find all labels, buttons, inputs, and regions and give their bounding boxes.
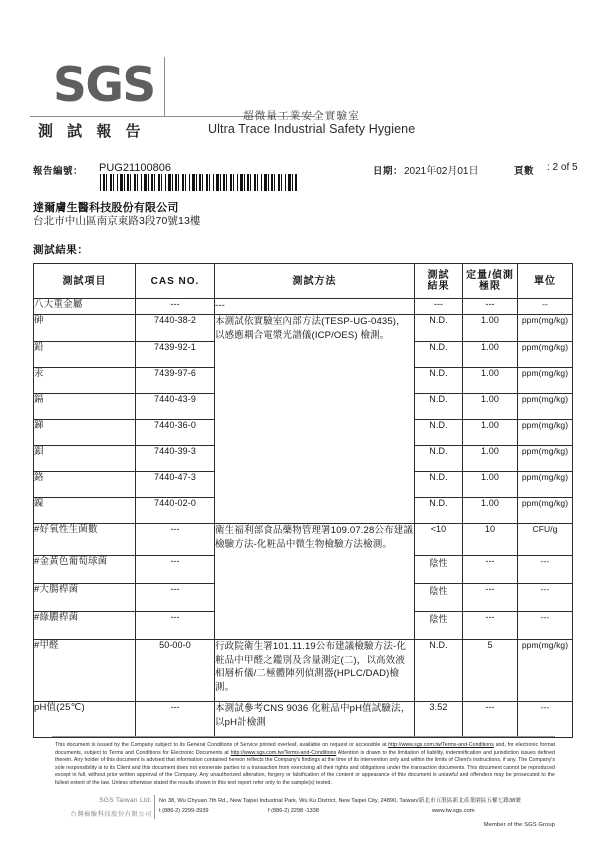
- col-header-method: 測試方法: [215, 264, 415, 299]
- table-row: [34, 640, 573, 702]
- cell-unit: ---: [518, 702, 573, 738]
- barcode: [100, 174, 298, 191]
- cell-test-method: 衛生福利部食品藥物管理署109.07.28公布建議檢驗方法-化粧品中微生物檢驗方法檢測。: [215, 524, 415, 640]
- cell-cas-no: ---: [136, 299, 215, 315]
- page-title: 測 試 報 告: [38, 123, 146, 140]
- cell-test-item: #好氧性生菌數: [34, 524, 136, 556]
- cell-unit: ---: [518, 556, 573, 584]
- disclaimer-part-2: and, for electronic format documents, subject to Terms and Conditions for Electronic Documents at: [55, 742, 555, 756]
- cell-detection-limit: 1.00: [463, 342, 518, 368]
- col-header-result-line1: 測試: [427, 270, 450, 281]
- cell-test-result: 陰性: [415, 584, 463, 612]
- cell-unit: ---: [518, 584, 573, 612]
- cell-test-item: 鎘: [34, 394, 136, 420]
- cell-test-result: N.D.: [415, 315, 463, 342]
- cell-detection-limit: 1.00: [463, 472, 518, 498]
- cell-detection-limit: 1.00: [463, 446, 518, 472]
- footer-address-cn: 新北市五股區新北產業園區五權七路38號: [418, 798, 521, 804]
- table-row: [34, 315, 573, 342]
- report-number-value: PUG21100806: [99, 162, 171, 174]
- cell-cas-no: 7440-47-3: [136, 472, 215, 498]
- cell-detection-limit: 1.00: [463, 394, 518, 420]
- cell-test-item: #綠膿桿菌: [34, 612, 136, 640]
- cell-test-result: N.D.: [415, 446, 463, 472]
- sgs-logo-text: SGS: [53, 58, 155, 113]
- cell-test-result: <10: [415, 524, 463, 556]
- cell-unit: CFU/g: [518, 524, 573, 556]
- cell-unit: ppm(mg/kg): [518, 315, 573, 342]
- footer-address-en: No 38, Wu Chyuan 7th Rd., New Taipei Industrial Park, Wu Ku District, New Taipei City, 24890, Taiwan/: [159, 798, 419, 804]
- col-header-cas: CAS NO.: [136, 264, 215, 299]
- sgs-logo: [53, 60, 165, 112]
- cell-cas-no: 7439-97-6: [136, 368, 215, 394]
- col-header-limit-line2: 極限: [479, 281, 501, 292]
- cell-cas-no: 7440-02-0: [136, 498, 215, 524]
- cell-cas-no: 7440-36-0: [136, 420, 215, 446]
- table-header-row: [34, 264, 573, 299]
- cell-test-item: 鉻: [34, 472, 136, 498]
- cell-test-result: N.D.: [415, 368, 463, 394]
- cell-test-item: 鎳: [34, 498, 136, 524]
- cell-test-item: #大腸桿菌: [34, 584, 136, 612]
- cell-test-method: 行政院衛生署101.11.19公布建議檢驗方法-化粧品中甲醛之鑑別及含量測定(二)，以高效液相層析儀/二極體陣列偵測器(HPLC/DAD)檢測。: [215, 640, 415, 702]
- results-section-label: 測試結果：: [33, 244, 89, 256]
- footer-divider: [52, 736, 555, 737]
- cell-detection-limit: ---: [463, 584, 518, 612]
- disclaimer-part-1: This document is issued by the Company subject to its General Conditions of Service printed overleaf, available on request or accessible at: [55, 742, 389, 748]
- cell-unit: ppm(mg/kg): [518, 640, 573, 702]
- cell-test-result: 陰性: [415, 556, 463, 584]
- footer-member-note: Member of the SGS Group: [483, 822, 555, 828]
- cell-cas-no: ---: [136, 556, 215, 584]
- footer-website[interactable]: www.tw.sgs.com: [432, 808, 475, 814]
- client-name: 達爾膚生醫科技股份有限公司: [33, 202, 179, 214]
- report-header: [0, 0, 605, 150]
- sgs-taiwan-name-cn: 台灣檢驗科技股份有限公司: [70, 811, 152, 818]
- table-row: [34, 524, 573, 556]
- cell-test-item: #金黃色葡萄球菌: [34, 556, 136, 584]
- cell-test-item: 銻: [34, 420, 136, 446]
- col-header-unit: 單位: [518, 264, 573, 299]
- cell-cas-no: ---: [136, 584, 215, 612]
- cell-test-method: 本測試依實驗室內部方法(TESP-UG-0435)，以感應耦合電漿光譜儀(ICP/OES) 檢測。: [215, 315, 415, 524]
- date-value: 2021年02月01日: [404, 166, 479, 177]
- cell-unit: ppm(mg/kg): [518, 446, 573, 472]
- cell-detection-limit: 1.00: [463, 498, 518, 524]
- cell-cas-no: 50-00-0: [136, 640, 215, 702]
- cell-test-result: 3.52: [415, 702, 463, 738]
- legal-disclaimer: [55, 742, 555, 788]
- cell-cas-no: ---: [136, 612, 215, 640]
- table-row: [34, 702, 573, 738]
- cell-test-item: pH值(25℃): [34, 702, 136, 738]
- cell-detection-limit: 1.00: [463, 315, 518, 342]
- cell-detection-limit: 1.00: [463, 420, 518, 446]
- table-row: [34, 299, 573, 315]
- terms-link-1[interactable]: http://www.sgs.com.tw/Terms-and-Conditions: [388, 742, 494, 748]
- cell-unit: ppm(mg/kg): [518, 394, 573, 420]
- cell-cas-no: ---: [136, 702, 215, 738]
- disclaimer-part-3: Attention is drawn to the limitation of liability, indemnification and jurisdiction issues defined therein. Any holder of this document is advised that information contained hereon reflects the Company's findings at the time of its intervention only and within the limits of Client's instructions, if any. The Company's sole responsibility is to its Client and this document does not exonerate parties to a transaction from exercising all their rights and obligations under the transaction documents. This document cannot be reproduced except in full, without prior written approval of the Company. Any unauthorized alteration, forgery or falsification of the content or appearance of this document is unlawful and offenders may be prosecuted to the fullest extent of the law. Unless otherwise stated the results shown in this test report refer only to the sample(s) tested.: [55, 749, 555, 786]
- cell-test-item: 鉛: [34, 342, 136, 368]
- cell-test-result: N.D.: [415, 394, 463, 420]
- footer-vertical-rule: [154, 795, 155, 819]
- cell-test-result: N.D.: [415, 498, 463, 524]
- cell-detection-limit: ---: [463, 702, 518, 738]
- cell-unit: ---: [518, 612, 573, 640]
- terms-link-2[interactable]: http://www.sgs.com.tw/Terms-and-Conditions: [230, 749, 337, 756]
- cell-test-result: N.D.: [415, 640, 463, 702]
- cell-unit: ppm(mg/kg): [518, 498, 573, 524]
- col-header-limit-line1: 定量/偵測: [466, 270, 514, 281]
- cell-cas-no: ---: [136, 524, 215, 556]
- logo-vertical-rule: [164, 57, 165, 117]
- cell-detection-limit: 1.00: [463, 368, 518, 394]
- test-results-table-wrapper: [33, 263, 572, 738]
- lab-name-chinese: 超微量工業安全實驗室: [243, 110, 360, 122]
- table-body: [34, 299, 573, 738]
- page-number-label: 頁數: [514, 166, 535, 177]
- cell-cas-no: 7440-38-2: [136, 315, 215, 342]
- footer-address: [159, 796, 559, 804]
- cell-unit: --: [518, 299, 573, 315]
- cell-test-result: N.D.: [415, 420, 463, 446]
- footer-telephone: t (886-2) 2299-3939: [159, 808, 209, 814]
- cell-unit: ppm(mg/kg): [518, 342, 573, 368]
- client-address: 台北市中山區南京東路3段70號13樓: [33, 215, 201, 227]
- footer-fax: f (886-2) 2298 -1338: [268, 808, 319, 814]
- col-header-result: [415, 264, 463, 299]
- cell-test-item: #甲醛: [34, 640, 136, 702]
- cell-cas-no: 7440-39-3: [136, 446, 215, 472]
- cell-test-method: ---: [215, 299, 415, 315]
- cell-unit: ppm(mg/kg): [518, 420, 573, 446]
- report-number-label: 報告編號：: [33, 166, 84, 177]
- cell-test-item: 汞: [34, 368, 136, 394]
- cell-test-result: N.D.: [415, 342, 463, 368]
- cell-detection-limit: ---: [463, 556, 518, 584]
- sgs-taiwan-name-en: SGS Taiwan Ltd.: [99, 797, 152, 804]
- date-label: 日期：: [373, 166, 404, 177]
- lab-name-english: Ultra Trace Industrial Safety Hygiene: [208, 122, 416, 136]
- col-header-result-line2: 結果: [427, 281, 450, 292]
- page-number-value: : 2 of 5: [547, 162, 578, 173]
- cell-test-item: 八大重金屬: [34, 299, 136, 315]
- cell-detection-limit: ---: [463, 299, 518, 315]
- cell-test-result: ---: [415, 299, 463, 315]
- col-header-item: 測試項目: [34, 264, 136, 299]
- cell-test-item: 鋇: [34, 446, 136, 472]
- cell-cas-no: 7440-43-9: [136, 394, 215, 420]
- cell-detection-limit: 10: [463, 524, 518, 556]
- cell-test-method: 本測試參考CNS 9036 化粧品中pH值試驗法，以pH計檢測: [215, 702, 415, 738]
- cell-detection-limit: ---: [463, 612, 518, 640]
- cell-test-item: 砷: [34, 315, 136, 342]
- cell-test-result: N.D.: [415, 472, 463, 498]
- cell-detection-limit: 5: [463, 640, 518, 702]
- col-header-limit: [463, 264, 518, 299]
- cell-unit: ppm(mg/kg): [518, 472, 573, 498]
- cell-unit: ppm(mg/kg): [518, 368, 573, 394]
- test-results-table: [33, 263, 573, 738]
- cell-cas-no: 7439-92-1: [136, 342, 215, 368]
- cell-test-result: 陰性: [415, 612, 463, 640]
